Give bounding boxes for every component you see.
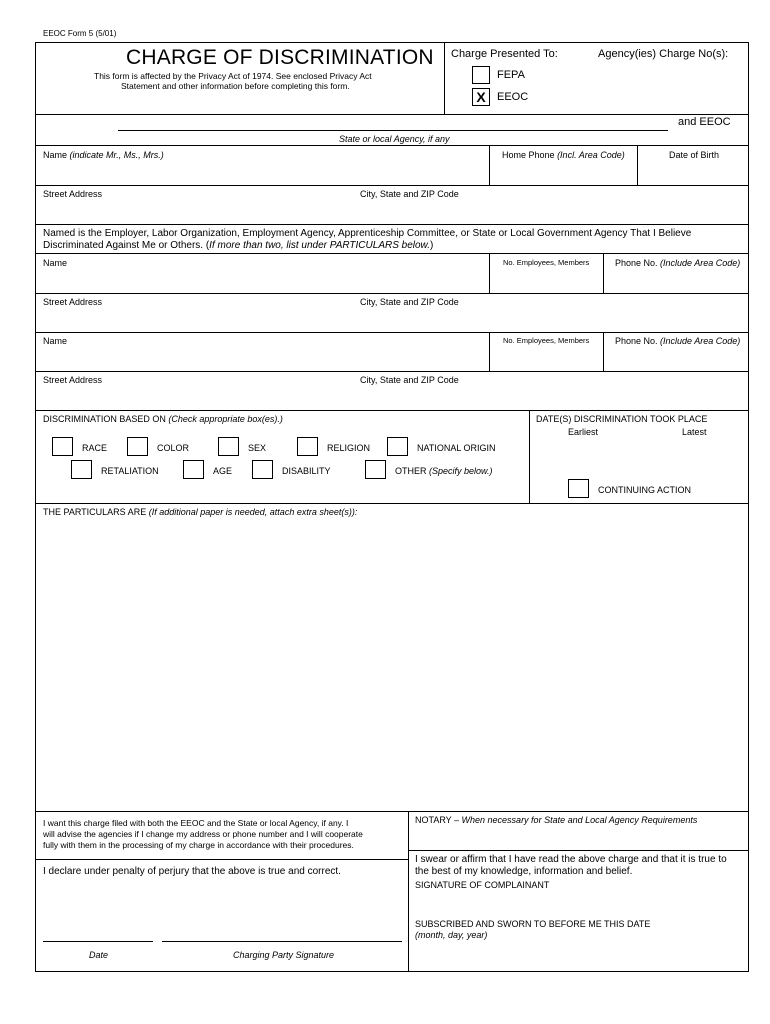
respondent2-city-label: City, State and ZIP Code: [360, 375, 459, 385]
phone-label-text: Phone No.: [615, 336, 658, 346]
date-input[interactable]: [43, 915, 153, 941]
filing-line3: fully with them in the processing of my charge in accordance with their procedures.: [43, 840, 354, 850]
divider: [408, 850, 749, 851]
home-phone-hint: (Incl. Area Code): [557, 150, 625, 160]
respondent2-phone-label: [615, 336, 740, 346]
color-label: COLOR: [157, 443, 190, 453]
discrimination-heading-text: DISCRIMINATION BASED ON: [43, 414, 166, 424]
divider: [35, 253, 749, 254]
home-phone-label: [502, 150, 625, 160]
named-text-2c: ): [430, 240, 434, 251]
age-label: AGE: [213, 466, 233, 476]
signature-underline: [162, 941, 402, 942]
signature-caption: Charging Party Signature: [233, 950, 335, 960]
complainant-name-label: [43, 150, 164, 160]
name-hint-text: (indicate Mr., Ms., Mrs.): [69, 150, 164, 160]
notary-text: NOTARY –: [415, 815, 460, 825]
particulars-heading: [43, 507, 357, 517]
eeoc-check-mark: X: [476, 89, 486, 105]
other-label-text: OTHER: [395, 466, 427, 476]
form-id: EEOC Form 5 (5/01): [43, 29, 117, 38]
notary-hint: When necessary for State and Local Agency Requirements: [461, 815, 698, 825]
divider: [35, 145, 749, 146]
charging-party-signature-input[interactable]: [162, 915, 402, 941]
date-underline: [43, 941, 153, 942]
notary-label: [415, 815, 697, 825]
named-text-2b: If more than two, list under PARTICULARS below.: [209, 240, 431, 251]
complainant-signature-input[interactable]: [415, 892, 745, 916]
other-hint: (Specify below.): [429, 466, 493, 476]
divider: [35, 224, 749, 225]
race-label: RACE: [82, 443, 108, 453]
complainant-name-input[interactable]: [36, 160, 488, 184]
state-agency-input[interactable]: [118, 114, 668, 130]
respondent2-phone-input[interactable]: [604, 346, 748, 370]
sex-checkbox[interactable]: [218, 437, 239, 456]
privacy-note-line1: This form is affected by the Privacy Act of 1974. See enclosed Privacy Act: [94, 71, 372, 81]
divider: [35, 371, 749, 372]
respondent1-phone-input[interactable]: [604, 268, 748, 292]
swear-line2: the best of my knowledge, information and belief.: [415, 866, 633, 877]
complainant-street-label: Street Address: [43, 189, 103, 199]
privacy-note-line2: Statement and other information before completing this form.: [121, 81, 350, 91]
latest-label: Latest: [682, 427, 707, 437]
respondent1-employees-label: No. Employees, Members: [503, 258, 590, 267]
respondent2-address-input[interactable]: [36, 385, 748, 409]
filing-line2: will advise the agencies if I change my address or phone number and I will cooperate: [43, 829, 363, 839]
fepa-checkbox[interactable]: [472, 66, 490, 84]
swear-line1: I swear or affirm that I have read the above charge and that it is true to: [415, 854, 727, 865]
respondent1-name-label: Name: [43, 258, 68, 268]
complainant-address-input[interactable]: [36, 199, 748, 223]
respondent2-employees-input[interactable]: [490, 346, 602, 370]
retaliation-checkbox[interactable]: [71, 460, 92, 479]
and-eeoc-label: and EEOC: [678, 116, 731, 128]
divider: [35, 185, 749, 186]
particulars-hint: (If additional paper is needed, attach extra sheet(s)):: [148, 507, 358, 517]
header-divider: [444, 42, 445, 114]
divider: [35, 811, 749, 812]
respondent2-name-input[interactable]: [36, 346, 488, 370]
date-of-birth-input[interactable]: [638, 160, 748, 184]
name-label-text: Name: [43, 150, 68, 160]
dates-heading: DATE(S) DISCRIMINATION TOOK PLACE: [536, 414, 708, 424]
disability-checkbox[interactable]: [252, 460, 273, 479]
age-checkbox[interactable]: [183, 460, 204, 479]
respondent1-address-input[interactable]: [36, 307, 748, 331]
filing-line1: I want this charge filed with both the EEOC and the State or local Agency, if any. I: [43, 818, 349, 828]
phone-hint-text: (Include Area Code): [660, 336, 741, 346]
date-caption: Date: [89, 950, 109, 960]
earliest-label: Earliest: [568, 427, 599, 437]
latest-date-input[interactable]: [650, 438, 745, 458]
respondent1-city-label: City, State and ZIP Code: [360, 297, 459, 307]
respondent1-street-label: Street Address: [43, 297, 103, 307]
perjury-statement: I declare under penalty of perjury that the above is true and correct.: [43, 866, 341, 877]
divider: [35, 503, 749, 504]
charge-presented-to-label: Charge Presented To:: [451, 48, 558, 60]
complainant-city-label: City, State and ZIP Code: [360, 189, 459, 199]
named-text-line2: [43, 240, 433, 251]
state-agency-caption: State or local Agency, if any: [339, 134, 450, 144]
named-text-line1: Named is the Employer, Labor Organization, Employment Agency, Apprenticeship Committee, or State or Local Government Agency That I Believe: [43, 228, 692, 239]
other-label: [395, 466, 493, 476]
subscribed-label: SUBSCRIBED AND SWORN TO BEFORE ME THIS DATE: [415, 919, 651, 929]
retaliation-label: RETALIATION: [101, 466, 159, 476]
divider: [529, 410, 530, 503]
page-title: [126, 46, 434, 70]
religion-label: RELIGION: [327, 443, 371, 453]
divider: [35, 293, 749, 294]
respondent1-employees-input[interactable]: [490, 268, 602, 292]
eeoc-label: EEOC: [497, 91, 529, 103]
sex-label: SEX: [248, 443, 267, 453]
particulars-textarea[interactable]: [36, 518, 748, 810]
signature-of-complainant-label: SIGNATURE OF COMPLAINANT: [415, 880, 550, 890]
eeoc-checkbox[interactable]: [472, 88, 490, 106]
continuing-action-checkbox[interactable]: [568, 479, 589, 498]
respondent1-name-input[interactable]: [36, 268, 488, 292]
continuing-action-label: CONTINUING ACTION: [598, 485, 692, 495]
religion-checkbox[interactable]: [297, 437, 318, 456]
other-checkbox[interactable]: [365, 460, 386, 479]
particulars-heading-text: THE PARTICULARS ARE: [43, 507, 147, 517]
phone-hint-text: (Include Area Code): [660, 258, 741, 268]
respondent2-employees-label: No. Employees, Members: [503, 336, 590, 345]
date-of-birth-label: Date of Birth: [669, 150, 720, 160]
agency-charge-nos-label: Agency(ies) Charge No(s):: [598, 48, 729, 60]
discrimination-heading-hint: (Check appropriate box(es).): [168, 414, 283, 424]
footer-divider: [408, 811, 409, 972]
divider: [35, 332, 749, 333]
subscribed-hint: (month, day, year): [415, 930, 488, 940]
state-agency-underline: [118, 130, 668, 131]
respondent2-street-label: Street Address: [43, 375, 103, 385]
disability-label: DISABILITY: [282, 466, 331, 476]
national-origin-label: NATIONAL ORIGIN: [417, 443, 496, 453]
discrimination-heading: [43, 414, 283, 424]
divider: [35, 859, 408, 860]
respondent2-name-label: Name: [43, 336, 68, 346]
home-phone-input[interactable]: [490, 160, 636, 184]
respondent1-phone-label: [615, 258, 740, 268]
title-text: CHARGE OF DISCRIMINATION: [126, 46, 434, 69]
phone-label-text: Phone No.: [615, 258, 658, 268]
earliest-date-input[interactable]: [536, 438, 636, 458]
color-checkbox[interactable]: [127, 437, 148, 456]
named-text-2a: Discriminated Against Me or Others. (: [43, 240, 210, 251]
home-phone-text: Home Phone: [502, 150, 555, 160]
national-origin-checkbox[interactable]: [387, 437, 408, 456]
divider: [35, 410, 749, 411]
sworn-date-input[interactable]: [415, 942, 745, 968]
race-checkbox[interactable]: [52, 437, 73, 456]
fepa-label: FEPA: [497, 69, 525, 81]
